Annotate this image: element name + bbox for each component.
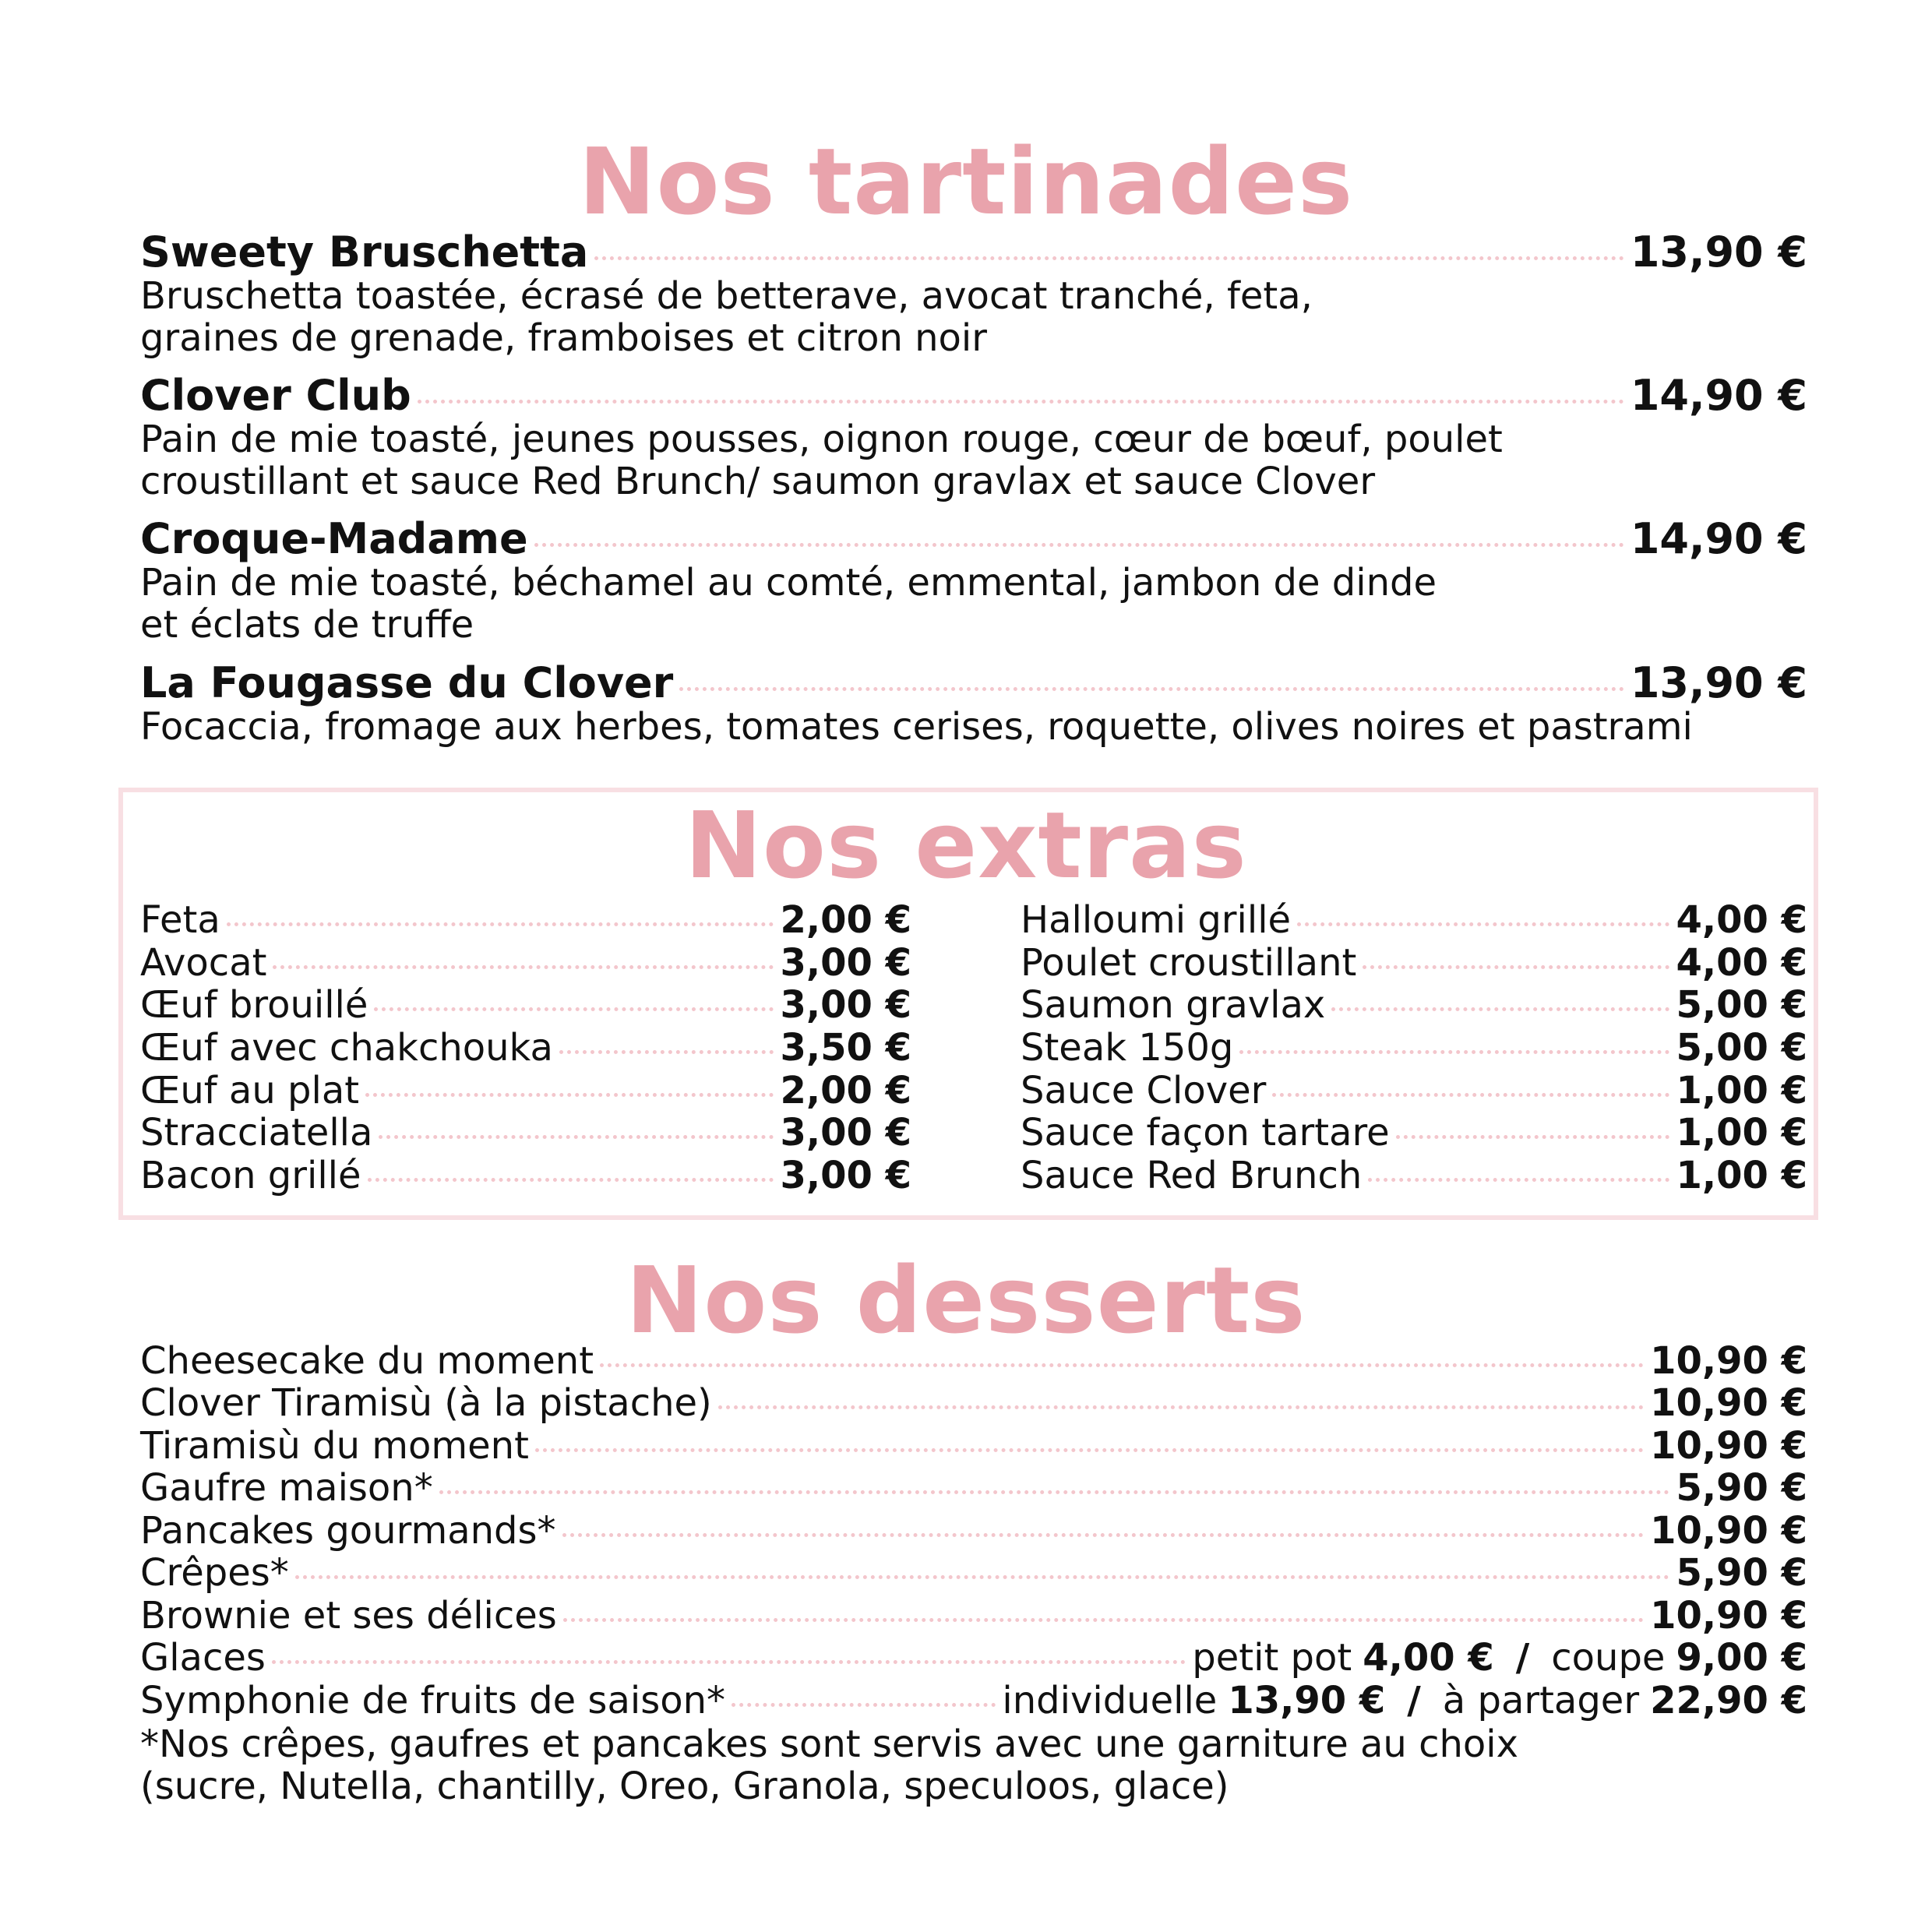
item-price: 2,00 € — [780, 898, 911, 942]
dot-leader — [559, 1050, 774, 1054]
description-line: Pain de mie toasté, béchamel au comté, emmental, jambon de dinde — [140, 561, 1437, 605]
option-separator: / — [1407, 1679, 1421, 1722]
extra-item — [140, 983, 911, 1027]
item-price: 3,00 € — [780, 941, 911, 985]
item-name: Clover Tiramisù (à la pistache) — [140, 1381, 712, 1425]
extra-item — [140, 1111, 911, 1155]
extra-item — [140, 1026, 911, 1070]
dessert-item — [140, 1424, 1807, 1468]
option-price: 4,00 € — [1363, 1636, 1494, 1680]
item-description — [140, 562, 1823, 646]
item-price: 5,00 € — [1676, 983, 1807, 1027]
dot-leader — [732, 1703, 996, 1707]
item-name: Cheesecake du moment — [140, 1339, 594, 1383]
dot-leader — [1368, 1178, 1669, 1182]
section-title-desserts: Nos desserts — [626, 1246, 1306, 1354]
dot-leader — [600, 1363, 1644, 1367]
item-price: 1,00 € — [1676, 1154, 1807, 1197]
extra-item — [1021, 1069, 1807, 1112]
section-title-extras: Nos extras — [685, 791, 1247, 899]
dot-leader — [679, 687, 1624, 691]
footnote-line: *Nos crêpes, gaufres et pancakes sont servis avec une garniture au choix — [140, 1722, 1518, 1766]
item-price: 10,90 € — [1650, 1381, 1807, 1425]
dot-leader — [1396, 1135, 1670, 1139]
option-price: 22,90 € — [1650, 1679, 1807, 1722]
extra-item — [140, 1154, 911, 1197]
dot-leader — [718, 1405, 1644, 1409]
item-name: Sauce Red Brunch — [1021, 1154, 1363, 1197]
item-description — [140, 418, 1823, 502]
extra-item — [1021, 1111, 1807, 1155]
item-name: Avocat — [140, 941, 267, 985]
item-price: 3,00 € — [780, 983, 911, 1027]
item-name: Bacon grillé — [140, 1154, 361, 1197]
extra-item — [1021, 1154, 1807, 1197]
extra-item — [140, 941, 911, 985]
item-price: 3,00 € — [780, 1154, 911, 1197]
item-price: 5,90 € — [1676, 1551, 1807, 1595]
item-name: Brownie et ses délices — [140, 1594, 557, 1638]
extra-item — [1021, 983, 1807, 1027]
item-price: 3,00 € — [780, 1111, 911, 1155]
item-price: 10,90 € — [1650, 1509, 1807, 1553]
item-name: Tiramisù du moment — [140, 1424, 529, 1468]
extra-item — [1021, 898, 1807, 942]
option-separator: / — [1515, 1636, 1530, 1680]
dot-leader — [535, 1448, 1644, 1452]
dot-leader — [439, 1490, 1670, 1494]
dessert-item — [140, 1551, 1807, 1595]
item-price: 1,00 € — [1676, 1069, 1807, 1112]
dot-leader — [1272, 1093, 1669, 1097]
item-name: Symphonie de fruits de saison* — [140, 1679, 725, 1722]
item-price: 4,00 € — [1676, 898, 1807, 942]
section-title-tartinades: Nos tartinades — [578, 128, 1354, 235]
dot-leader — [379, 1135, 774, 1139]
dot-leader — [562, 1533, 1645, 1537]
item-price: 5,90 € — [1676, 1466, 1807, 1510]
item-name: Stracciatella — [140, 1111, 373, 1155]
dot-leader — [418, 400, 1624, 404]
option-price: 9,00 € — [1676, 1636, 1807, 1680]
footnote-line: (sucre, Nutella, chantilly, Oreo, Granola, speculoos, glace) — [140, 1765, 1229, 1808]
dot-leader — [1239, 1050, 1669, 1054]
dot-leader — [295, 1575, 1670, 1579]
dot-leader — [272, 1660, 1186, 1664]
item-name: Clover Club — [140, 371, 411, 420]
dessert-item — [140, 1381, 1807, 1425]
item-name: Œuf brouillé — [140, 983, 368, 1027]
option-price: 13,90 € — [1228, 1679, 1386, 1722]
dot-leader — [374, 1007, 774, 1011]
dessert-item-symphonie — [140, 1679, 1807, 1722]
dessert-item — [140, 1594, 1807, 1638]
dot-leader — [365, 1093, 774, 1097]
item-price: 14,90 € — [1630, 371, 1807, 420]
dessert-item — [140, 1466, 1807, 1510]
menu-item-clover-club — [140, 371, 1807, 420]
item-name: Sauce Clover — [1021, 1069, 1267, 1112]
item-name: Croque-Madame — [140, 514, 528, 563]
dot-leader — [227, 922, 774, 926]
item-name: Saumon gravlax — [1021, 983, 1326, 1027]
dessert-item — [140, 1339, 1807, 1383]
option-label: à partager — [1442, 1679, 1640, 1722]
dessert-item — [140, 1509, 1807, 1553]
extra-item — [1021, 1026, 1807, 1070]
item-name: Pancakes gourmands* — [140, 1509, 556, 1553]
description-line: Focaccia, fromage aux herbes, tomates cerises, roquette, olives noires et pastrami — [140, 705, 1693, 749]
dot-leader — [1331, 1007, 1669, 1011]
extra-item — [1021, 941, 1807, 985]
item-price: 10,90 € — [1650, 1424, 1807, 1468]
item-price: 3,50 € — [780, 1026, 911, 1070]
item-name: Halloumi grillé — [1021, 898, 1292, 942]
item-price: 4,00 € — [1676, 941, 1807, 985]
dessert-item-glaces — [140, 1636, 1807, 1680]
item-name: Steak 150g — [1021, 1026, 1234, 1070]
dot-leader — [534, 543, 1624, 547]
item-price: 13,90 € — [1630, 658, 1807, 707]
extra-item — [140, 898, 911, 942]
description-line: Bruschetta toastée, écrasé de betterave, avocat tranché, feta, — [140, 274, 1313, 318]
menu-item-croque-madame — [140, 514, 1807, 563]
item-description — [140, 275, 1823, 359]
dot-leader — [1363, 965, 1669, 969]
menu-item-sweety-bruschetta — [140, 227, 1807, 277]
extra-item — [140, 1069, 911, 1112]
item-price: 5,00 € — [1676, 1026, 1807, 1070]
item-name: Feta — [140, 898, 220, 942]
description-line: graines de grenade, framboises et citron noir — [140, 316, 987, 360]
item-name: Gaufre maison* — [140, 1466, 433, 1510]
item-name: La Fougasse du Clover — [140, 658, 674, 707]
description-line: croustillant et sauce Red Brunch/ saumon gravlax et sauce Clover — [140, 460, 1376, 503]
dot-leader — [594, 256, 1624, 260]
dot-leader — [1297, 922, 1669, 926]
option-label: petit pot — [1192, 1636, 1352, 1680]
item-name: Sauce façon tartare — [1021, 1111, 1390, 1155]
item-name: Sweety Bruschetta — [140, 227, 589, 277]
item-price: 14,90 € — [1630, 514, 1807, 563]
dot-leader — [368, 1178, 774, 1182]
item-name: Crêpes* — [140, 1551, 289, 1595]
item-description — [140, 706, 1823, 748]
item-price: 2,00 € — [780, 1069, 911, 1112]
dessert-footnote — [140, 1723, 1823, 1807]
item-price: 13,90 € — [1630, 227, 1807, 277]
menu-item-la-fougasse-du-clover — [140, 658, 1807, 707]
item-name: Œuf avec chakchouka — [140, 1026, 553, 1070]
item-price: 1,00 € — [1676, 1111, 1807, 1155]
option-label: individuelle — [1002, 1679, 1218, 1722]
item-price: 10,90 € — [1650, 1339, 1807, 1383]
dot-leader — [273, 965, 774, 969]
description-line: Pain de mie toasté, jeunes pousses, oignon rouge, cœur de bœuf, poulet — [140, 418, 1503, 461]
item-name: Poulet croustillant — [1021, 941, 1357, 985]
option-label: coupe — [1551, 1636, 1666, 1680]
item-price: 10,90 € — [1650, 1594, 1807, 1638]
item-name: Œuf au plat — [140, 1069, 360, 1112]
item-name: Glaces — [140, 1636, 266, 1680]
description-line: et éclats de truffe — [140, 603, 474, 647]
dot-leader — [563, 1618, 1644, 1622]
